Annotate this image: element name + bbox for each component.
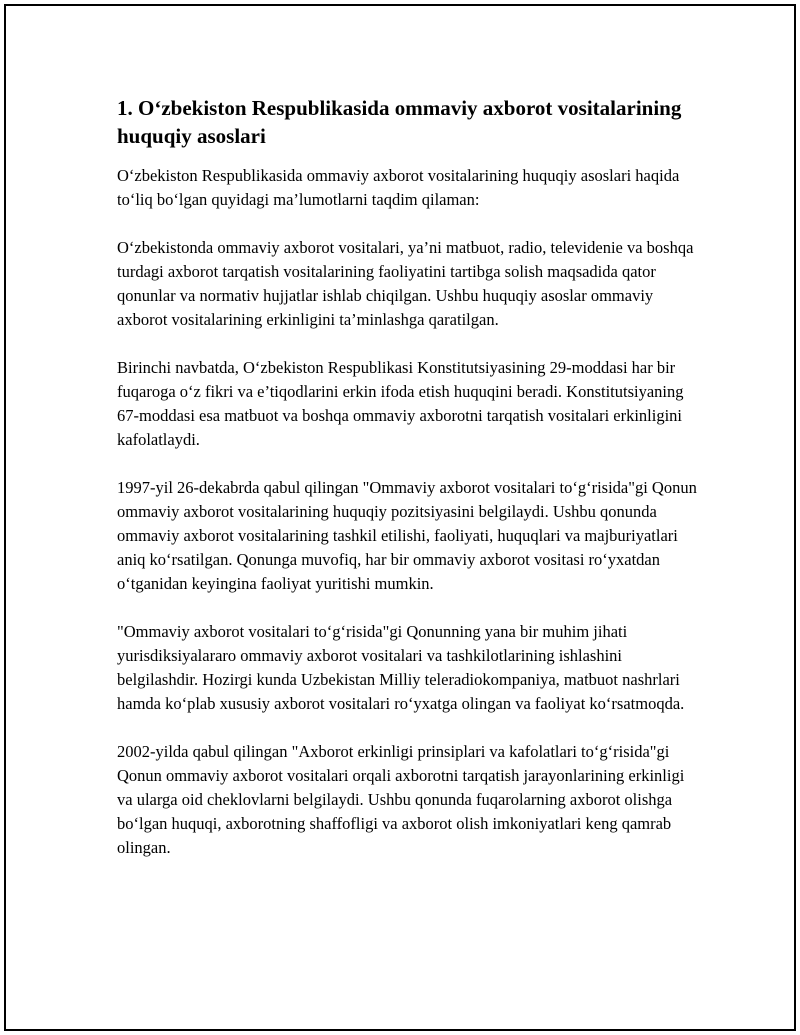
section-title: 1. O‘zbekiston Respublikasida ommaviy axborot vositalarining huquqiy asoslari xyxy=(117,96,682,148)
paragraph-intro: O‘zbekiston Respublikasida ommaviy axborot vositalarining huquqiy asoslari haqida to‘liq bo‘lgan quyidagi ma’lumotlarni taqdim qilaman: xyxy=(117,166,680,209)
paragraph-overview: O‘zbekistonda ommaviy axborot vositalari, ya’ni matbuot, radio, televidenie va boshqa turdagi axborot tarqatish vositalarining faoliyatini tartibga solish maqsadida qator qonunlar va normativ hujjatlar ishlab chiqilgan. Ushbu huquqiy asoslar ommaviy axborot vositalarining erkinligini ta’minlashga qaratilgan. xyxy=(117,238,694,329)
paragraph-media-law-aspects: "Ommaviy axborot vositalari to‘g‘risida"gi Qonunning yana bir muhim jihati yurisdiksiyalararo ommaviy axborot vositalari va tashkilotlarining ishlashini belgilashdir. Hozirgi kunda Uzbekistan Milliy teleradiokompaniya, matbuot nashrlari hamda ko‘plab xususiy axborot vositalari ro‘yxatga olingan va faoliyat ko‘rsatmoqda. xyxy=(117,622,685,713)
paragraph-information-law-2002: 2002-yilda qabul qilingan "Axborot erkinligi prinsiplari va kafolatlari to‘g‘risida"gi Qonun ommaviy axborot vositalari orqali axborotni tarqatish jarayonlarining erkinligi va ularga oid cheklovlarni belgilaydi. Ushbu qonunda fuqarolarning axborot olishga bo‘lgan huquqi, axborotning shaffofligi va axborot olish imkoniyatlari keng qamrab olingan. xyxy=(117,742,685,857)
paragraph-media-law-1997: 1997-yil 26-dekabrda qabul qilingan "Ommaviy axborot vositalari to‘g‘risida"gi Qonun ommaviy axborot vositalarining huquqiy pozitsiyasini belgilaydi. Ushbu qonunda ommaviy axborot vositalarining tashkil etilishi, faoliyati, huquqlari va majburiyatlari aniq ko‘rsatilgan. Qonunga muvofiq, har bir ommaviy axborot vositasi ro‘yxatdan o‘tganidan keyingina faoliyat yuritishi mumkin. xyxy=(117,478,697,593)
paragraph-constitution: Birinchi navbatda, O‘zbekiston Respublikasi Konstitutsiyasining 29-moddasi har bir fuqaroga o‘z fikri va e’tiqodlarini erkin ifoda etish huquqini beradi. Konstitutsiyaning 67-moddasi esa matbuot va boshqa ommaviy axborotni tarqatish vositalari erkinligini kafolatlaydi. xyxy=(117,358,684,449)
document-body xyxy=(117,94,697,884)
